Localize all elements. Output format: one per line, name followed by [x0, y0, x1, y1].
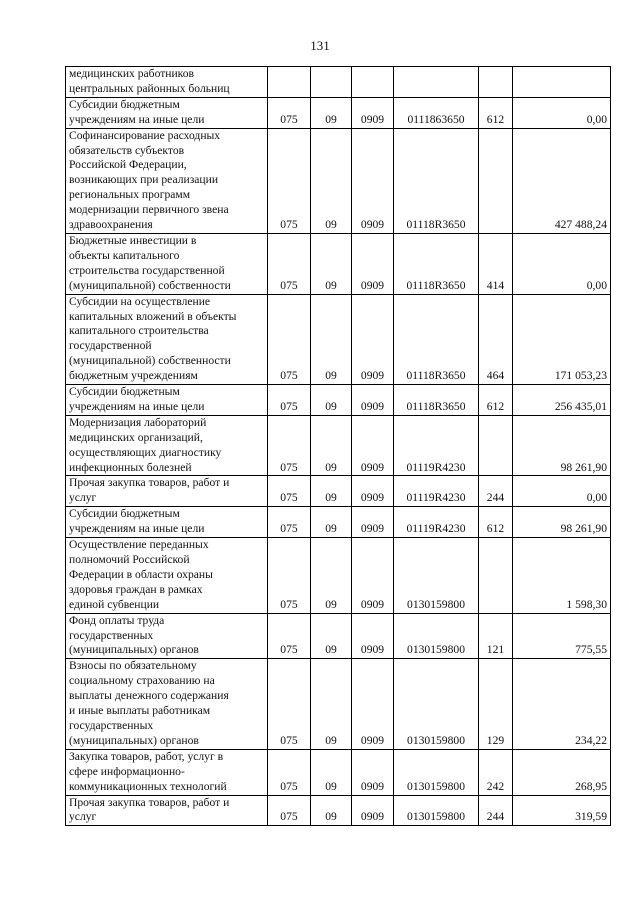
- row-expense-type: [479, 415, 513, 476]
- row-expense-type: 414: [479, 233, 513, 294]
- row-name: Субсидии бюджетным учреждениям на иные цели: [66, 385, 268, 416]
- row-target-article: 0130159800: [394, 795, 479, 826]
- table-row: [66, 538, 611, 614]
- row-department-code: 075: [268, 385, 311, 416]
- row-subsection-code: 0909: [352, 795, 394, 826]
- row-name: Софинансирование расходных обязательств субъектов Российской Федерации, возникающих при реализации региональных программ модернизации первичного звена здравоохранения: [66, 128, 268, 233]
- row-section-code: 09: [311, 294, 352, 384]
- row-name: Взносы по обязательному социальному страхованию на выплаты денежного содержания и иные выплаты работникам государственных (муниципальных) органов: [66, 659, 268, 749]
- row-section-code: 09: [311, 795, 352, 826]
- row-department-code: [268, 67, 311, 98]
- row-subsection-code: 0909: [352, 613, 394, 659]
- row-amount: 256 435,01: [513, 385, 611, 416]
- row-section-code: 09: [311, 233, 352, 294]
- budget-table: [65, 66, 611, 826]
- row-target-article: 01118R3650: [394, 233, 479, 294]
- table-row: [66, 659, 611, 749]
- row-section-code: [311, 67, 352, 98]
- row-name: Закупка товаров, работ, услуг в сфере информационно- коммуникационных технологий: [66, 749, 268, 795]
- table-row: [66, 795, 611, 826]
- row-department-code: 075: [268, 415, 311, 476]
- row-department-code: 075: [268, 538, 311, 614]
- row-subsection-code: 0909: [352, 476, 394, 507]
- row-name: Прочая закупка товаров, работ и услуг: [66, 476, 268, 507]
- row-department-code: 075: [268, 476, 311, 507]
- row-target-article: 01118R3650: [394, 128, 479, 233]
- row-section-code: 09: [311, 507, 352, 538]
- row-target-article: 0130159800: [394, 659, 479, 749]
- row-name: Фонд оплаты труда государственных (муниципальных) органов: [66, 613, 268, 659]
- row-amount: 268,95: [513, 749, 611, 795]
- row-subsection-code: 0909: [352, 415, 394, 476]
- table-row: [66, 476, 611, 507]
- row-amount: 1 598,30: [513, 538, 611, 614]
- row-name: Прочая закупка товаров, работ и услуг: [66, 795, 268, 826]
- row-name: Бюджетные инвестиции в объекты капитального строительства государственной (муниципальной) собственности: [66, 233, 268, 294]
- row-section-code: 09: [311, 659, 352, 749]
- row-subsection-code: 0909: [352, 749, 394, 795]
- row-expense-type: 612: [479, 97, 513, 128]
- row-section-code: 09: [311, 538, 352, 614]
- row-amount: 98 261,90: [513, 415, 611, 476]
- row-subsection-code: 0909: [352, 294, 394, 384]
- row-amount: 0,00: [513, 97, 611, 128]
- row-amount: 98 261,90: [513, 507, 611, 538]
- row-name: Субсидии на осуществление капитальных вложений в объекты капитального строительства государственной (муниципальной) собственности бюджетным учреждениям: [66, 294, 268, 384]
- table-row: [66, 233, 611, 294]
- row-amount: 234,22: [513, 659, 611, 749]
- row-target-article: 01119R4230: [394, 507, 479, 538]
- row-subsection-code: 0909: [352, 97, 394, 128]
- row-department-code: 075: [268, 507, 311, 538]
- row-target-article: 0130159800: [394, 749, 479, 795]
- row-section-code: 09: [311, 613, 352, 659]
- row-target-article: 0130159800: [394, 613, 479, 659]
- row-subsection-code: 0909: [352, 538, 394, 614]
- row-subsection-code: 0909: [352, 659, 394, 749]
- row-expense-type: [479, 67, 513, 98]
- row-department-code: 075: [268, 233, 311, 294]
- row-amount: 319,59: [513, 795, 611, 826]
- page-number: 131: [310, 38, 330, 53]
- table-row: [66, 128, 611, 233]
- table-row: [66, 294, 611, 384]
- row-target-article: 01119R4230: [394, 476, 479, 507]
- row-amount: 171 053,23: [513, 294, 611, 384]
- row-amount: 0,00: [513, 476, 611, 507]
- row-section-code: 09: [311, 128, 352, 233]
- row-name: Осуществление переданных полномочий Российской Федерации в области охраны здоровья граждан в рамках единой субвенции: [66, 538, 268, 614]
- table-body: [66, 67, 611, 826]
- row-section-code: 09: [311, 476, 352, 507]
- table-row: [66, 97, 611, 128]
- row-expense-type: 464: [479, 294, 513, 384]
- row-expense-type: 612: [479, 385, 513, 416]
- row-amount: 775,55: [513, 613, 611, 659]
- table-row: [66, 415, 611, 476]
- row-section-code: 09: [311, 385, 352, 416]
- row-subsection-code: [352, 67, 394, 98]
- table-row: [66, 385, 611, 416]
- row-expense-type: 612: [479, 507, 513, 538]
- row-target-article: [394, 67, 479, 98]
- row-target-article: 0111863650: [394, 97, 479, 128]
- row-name: Субсидии бюджетным учреждениям на иные цели: [66, 97, 268, 128]
- table-row: [66, 67, 611, 98]
- row-department-code: 075: [268, 613, 311, 659]
- row-expense-type: [479, 538, 513, 614]
- row-name: Субсидии бюджетным учреждениям на иные цели: [66, 507, 268, 538]
- row-amount: [513, 67, 611, 98]
- row-expense-type: 242: [479, 749, 513, 795]
- row-name: медицинских работников центральных районных больниц: [66, 67, 268, 98]
- row-subsection-code: 0909: [352, 385, 394, 416]
- row-subsection-code: 0909: [352, 128, 394, 233]
- row-expense-type: [479, 128, 513, 233]
- row-department-code: 075: [268, 749, 311, 795]
- table-row: [66, 613, 611, 659]
- row-department-code: 075: [268, 128, 311, 233]
- row-target-article: 01119R4230: [394, 415, 479, 476]
- row-department-code: 075: [268, 659, 311, 749]
- row-department-code: 075: [268, 97, 311, 128]
- row-amount: 0,00: [513, 233, 611, 294]
- row-amount: 427 488,24: [513, 128, 611, 233]
- row-section-code: 09: [311, 749, 352, 795]
- row-department-code: 075: [268, 294, 311, 384]
- row-expense-type: 121: [479, 613, 513, 659]
- row-target-article: 01118R3650: [394, 294, 479, 384]
- row-section-code: 09: [311, 97, 352, 128]
- row-expense-type: 129: [479, 659, 513, 749]
- row-section-code: 09: [311, 415, 352, 476]
- row-subsection-code: 0909: [352, 507, 394, 538]
- row-department-code: 075: [268, 795, 311, 826]
- row-expense-type: 244: [479, 795, 513, 826]
- table-row: [66, 507, 611, 538]
- row-target-article: 01118R3650: [394, 385, 479, 416]
- row-subsection-code: 0909: [352, 233, 394, 294]
- row-target-article: 0130159800: [394, 538, 479, 614]
- table-row: [66, 749, 611, 795]
- row-expense-type: 244: [479, 476, 513, 507]
- row-name: Модернизация лабораторий медицинских организаций, осуществляющих диагностику инфекционных болезней: [66, 415, 268, 476]
